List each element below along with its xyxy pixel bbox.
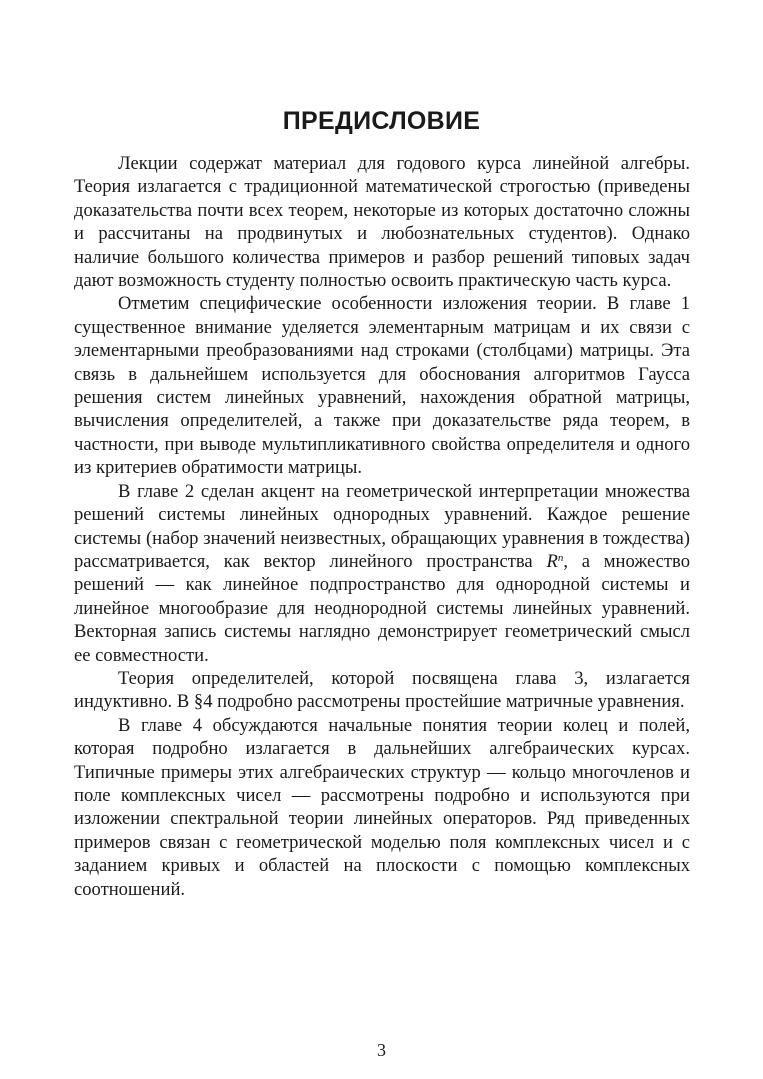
paragraph-1: Лекции содержат материал для годового курса линейной алгебры. Теория излагается с традиционной математической строгостью (приведены доказательства почти всех теорем, некоторые из которых достаточно сложны и рассчитаны на продвинутых и любознательных студентов). Однако наличие большого количества примеров и разбор решений типовых задач дают возможность студенту полностью освоить практическую часть курса. (74, 153, 690, 292)
paragraph-3-part-1: В главе 2 сделан акцент на геометрической интерпретации множества решений системы линейных однородных уравнений. Каждое решение системы (набор значений неизвестных, обращающих уравнения в тождества) рассматривается, как вектор линейного пространства (74, 480, 690, 572)
paragraph-3-part-2: , а множество решений — как линейное подпространство для однородной системы и линейное многообразие для неоднородной системы линейных уравнений. Векторная запись системы наглядно демонстрирует геометрический смысл ее совместности. (74, 550, 690, 666)
paragraph-5: В главе 4 обсуждаются начальные понятия теории колец и полей, которая подробно излагается в дальнейших алгебраических курсах. Типичные примеры этих алгебраических структур — кольцо многочленов и поле комплексных чисел — рассмотрены подробно и используются при изложении спектральной теории линейных операторов. Ряд приведенных примеров связан с геометрической моделью поля комплексных чисел и с заданием кривых и областей на плоскости с помощью комплексных соотношений. (74, 714, 690, 900)
space-symbol: R (546, 550, 558, 572)
paragraph-3 (74, 480, 690, 667)
paragraph-2: Отметим специфические особенности изложения теории. В главе 1 существенное внимание уделяется элементарным матрицам и их связи с элементарными преобразованиями над строками (столбцами) матрицы. Эта связь в дальнейшем используется для обоснования алгоритмов Гаусса решения систем линейных уравнений, нахождения обратной матрицы, вычисления определителей, а также при доказательстве ряда теорем, в частности, при выводе мультипликативного свойства определителя и одного из критериев обратимости матрицы. (74, 293, 690, 479)
page-number: 3 (377, 1040, 386, 1060)
page-title: ПРЕДИСЛОВИЕ (282, 107, 481, 135)
paragraph-4: Теория определителей, которой посвящена глава 3, излагается индуктивно. В §4 подробно рассмотрены простейшие матричные уравнения. (74, 667, 690, 713)
space-exponent: n (557, 551, 564, 564)
body-text (74, 152, 690, 901)
